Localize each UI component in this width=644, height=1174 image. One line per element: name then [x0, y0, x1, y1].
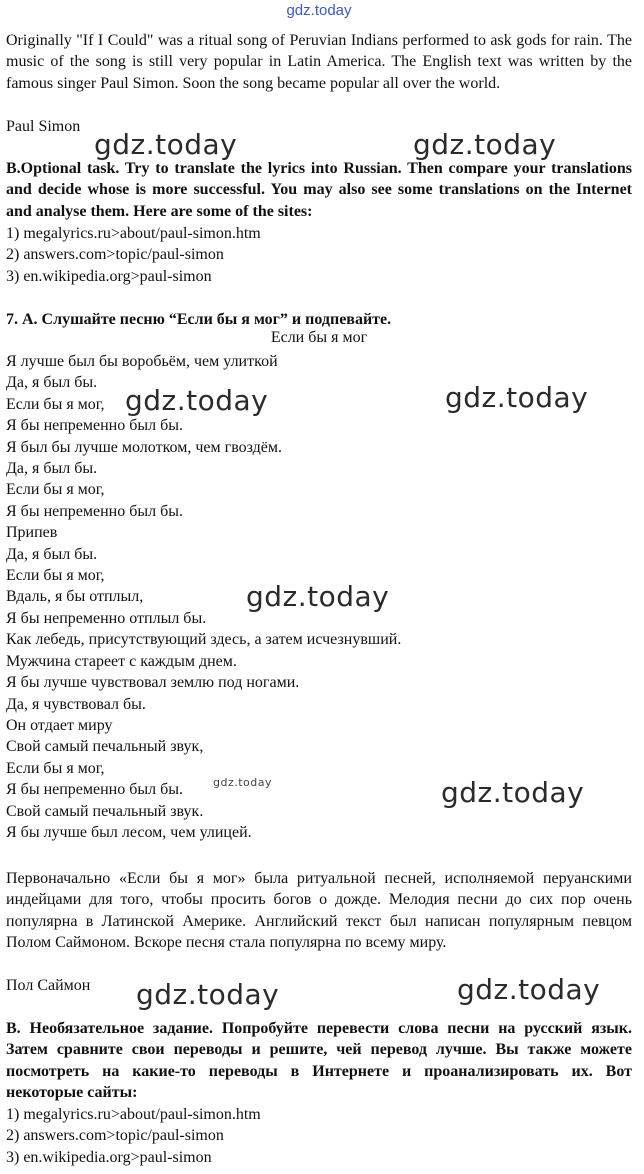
lyric-line: Припев	[6, 524, 58, 542]
lyric-line: Да, я чувствовал бы.	[6, 695, 146, 713]
lyric-line: Свой самый печальный звук,	[6, 738, 204, 756]
lyric-line: Если бы я мог,	[6, 481, 105, 499]
english-intro-author: Paul Simon	[6, 118, 81, 135]
document-page	[6, 0, 632, 1174]
lyric-line: Я лучше был бы воробьём, чем улиткой	[6, 353, 278, 370]
site-link-megalyrics: 1) megalyrics.ru>about/paul-simon.htm	[6, 225, 261, 242]
lyric-line: Я бы непременно отплыл бы.	[6, 609, 207, 627]
site-link-wikipedia: 3) en.wikipedia.org>paul-simon	[6, 1148, 212, 1166]
lyric-line: Если бы я мог,	[6, 567, 105, 585]
exercise-heading: 7. А. Слушайте песню “Если бы я мог” и подпевайте.	[6, 311, 392, 328]
lyric-line: Он отдает миру	[6, 716, 113, 734]
watermark: gdz.today	[94, 128, 238, 161]
watermark: gdz.today	[213, 776, 273, 789]
watermark: gdz.today	[457, 973, 601, 1006]
lyric-line: Я бы непременно был бы.	[6, 502, 184, 520]
watermark: gdz.today	[136, 978, 280, 1011]
lyric-line: Свой самый печальный звук.	[6, 802, 204, 820]
watermark: gdz.today	[441, 776, 585, 809]
lyric-line: Как лебедь, присутствующий здесь, а затем исчезнувший.	[6, 631, 402, 649]
site-link-answers: 2) answers.com>topic/paul-simon	[6, 246, 224, 264]
site-link-wikipedia: 3) en.wikipedia.org>paul-simon	[6, 267, 212, 285]
site-link-megalyrics: 1) megalyrics.ru>about/paul-simon.htm	[6, 1106, 261, 1123]
watermark: gdz.today	[413, 128, 557, 161]
watermark: gdz.today	[445, 381, 589, 414]
english-sites-list	[6, 223, 632, 287]
english-intro-paragraph: Originally "If I Could" was a ritual song of Peruvian Indians performed to ask gods for rain. The music of the song is still very popular in Latin America. The English text was written by the famous singer Paul Simon. Soon the song became popular all over the world.	[6, 32, 632, 92]
russian-sites-list	[6, 1104, 632, 1168]
watermark: gdz.today	[125, 384, 269, 417]
lyric-line: Да, я был бы.	[6, 374, 98, 392]
lyric-line: Если бы я мог,	[6, 395, 105, 413]
russian-optional-task: В. Необязательное задание. Попробуйте перевести слова песни на русский язык. Затем сравните свои переводы и решите, чей перевод лучше. Вы также можете посмотреть на какие-то переводы в Интернете и проанализировать их. Вот некоторые сайты:	[6, 1020, 632, 1102]
lyric-line: Мужчина стареет с каждым днем.	[6, 652, 237, 670]
lyric-line: Я бы лучше был лесом, чем улицей.	[6, 823, 252, 841]
watermark: gdz.today	[246, 580, 390, 613]
lyric-line: Если бы я мог,	[6, 759, 105, 777]
site-tag: gdz.today	[286, 2, 352, 19]
lyric-line: Я бы лучше чувствовал землю под ногами.	[6, 674, 300, 692]
russian-intro-author: Пол Саймон	[6, 977, 91, 994]
song-title: Если бы я мог	[270, 329, 368, 346]
english-optional-task: B.Optional task. Try to translate the lyrics into Russian. Then compare your translations and decide whose is more successful. You may also see some translations on the Internet and analyse them. Here are some of the sites:	[6, 160, 632, 220]
russian-intro-paragraph: Первоначально «Если бы я мог» была ритуальной песней, исполняемой перуанскими индейцами для того, чтобы просить богов о дожде. Мелодия песни до сих пор очень популярна в Латинской Америке. Английский текст был написан популярным певцом Полом Саймоном. Вскоре песня стала популярна по всему миру.	[6, 870, 632, 952]
lyric-line: Я бы непременно был бы.	[6, 417, 184, 435]
site-link-answers: 2) answers.com>topic/paul-simon	[6, 1127, 224, 1145]
lyric-line: Я бы непременно был бы.	[6, 781, 184, 799]
lyric-line: Вдаль, я бы отплыл,	[6, 588, 144, 606]
lyric-line: Я был бы лучше молотком, чем гвоздём.	[6, 438, 283, 456]
lyric-line: Да, я был бы.	[6, 545, 98, 563]
lyric-line: Да, я был бы.	[6, 460, 98, 478]
